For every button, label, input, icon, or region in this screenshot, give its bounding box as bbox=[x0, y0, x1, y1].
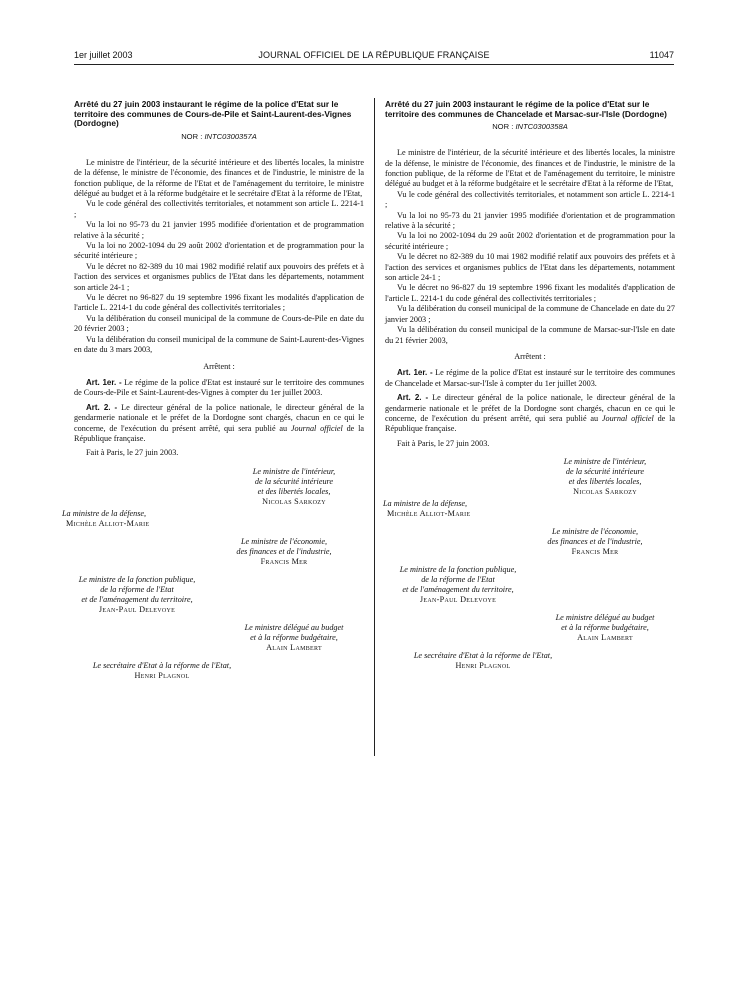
signature-economie: Le ministre de l'économie, des finances et de l'industrie, Francis Mer bbox=[236, 536, 332, 566]
nor-code: INTC0300358A bbox=[515, 122, 568, 132]
left-column bbox=[62, 99, 365, 717]
article-2 bbox=[385, 393, 675, 435]
arretent-heading: Arrêtent : bbox=[203, 361, 235, 371]
decree-title: Arrêté du 27 juin 2003 instaurant le régime de la police d'Etat sur le territoire des communes de Chancelade et Marsac-sur-l'Isle (Dordogne) bbox=[385, 99, 667, 119]
journal-title: JOURNAL OFFICIEL DE LA RÉPUBLIQUE FRANÇAISE bbox=[258, 50, 490, 60]
article-1-text: Le régime de la police d'Etat est instauré sur le territoire des communes de Chancelade et Marsac-sur-l'Isle à compter du 1er juillet 2003. bbox=[385, 368, 676, 388]
visa-paragraph: Vu le décret no 82-389 du 10 mai 1982 modifié relatif aux pouvoirs des préfets et à l'action des services et organismes publics de l'Etat dans les départements, notamment son article 24-1 ; bbox=[385, 252, 675, 283]
article-1 bbox=[385, 368, 675, 389]
visa-paragraph: Vu la délibération du conseil municipal de la commune de Cours-de-Pile en date du 20 février 2003 ; bbox=[74, 313, 364, 334]
signature-defense: La ministre de la défense, Michèle Alliot-Marie bbox=[383, 499, 471, 519]
signature-defense: La ministre de la défense, Michèle Alliot-Marie bbox=[62, 508, 150, 528]
nor-reference bbox=[385, 122, 675, 132]
signature-interieur: Le ministre de l'intérieur, de la sécurité intérieure et des libertés locales, Nicolas Sarkozy bbox=[252, 466, 336, 506]
nor-label: NOR : bbox=[492, 122, 514, 132]
issue-date: 1er juillet 2003 bbox=[74, 50, 133, 60]
visa-paragraph: Vu la loi no 95-73 du 21 janvier 1995 modifiée d'orientation et de programmation relative à la sécurité ; bbox=[385, 210, 675, 231]
visa-paragraph: Vu le code général des collectivités territoriales, et notamment son article L. 2214-1 ; bbox=[74, 199, 364, 219]
page-number: 11047 bbox=[649, 50, 674, 60]
decree-body bbox=[74, 158, 364, 459]
decree-body bbox=[385, 148, 675, 449]
visa-paragraph: Vu la loi no 2002-1094 du 29 août 2002 d'orientation et de programmation pour la sécurité intérieure ; bbox=[74, 241, 364, 261]
visa-paragraph: Vu le décret no 96-827 du 19 septembre 1996 fixant les modalités d'application de l'article L. 2214-1 du code général des collectivités territoriales ; bbox=[74, 293, 364, 313]
journal-officiel-ref: Journal officiel bbox=[601, 413, 654, 423]
signature-block bbox=[62, 466, 364, 717]
visa-paragraph: Vu le code général des collectivités territoriales, et notamment son article L. 2214-1 ; bbox=[385, 189, 675, 210]
decree-title: Arrêté du 27 juin 2003 instaurant le régime de la police d'Etat sur le territoire des communes de Cours-de-Pile et Saint-Laurent-des-Vignes (Dordogne) bbox=[74, 99, 352, 129]
article-2 bbox=[74, 403, 364, 445]
visa-paragraph: Vu la loi no 2002-1094 du 29 août 2002 d'orientation et de programmation pour la sécurité intérieure ; bbox=[385, 231, 675, 251]
done-at: Fait à Paris, le 27 juin 2003. bbox=[397, 438, 490, 448]
signature-interieur: Le ministre de l'intérieur, de la sécurité intérieure et des libertés locales, Nicolas Sarkozy bbox=[563, 457, 647, 497]
article-2-label: Art. 2. - bbox=[397, 393, 429, 403]
visa-paragraph: Vu la délibération du conseil municipal de la commune de Chancelade en date du 27 janvier 2003 ; bbox=[385, 304, 675, 324]
visa-paragraph: Vu le décret no 96-827 du 19 septembre 1996 fixant les modalités d'application de l'article L. 2214-1 du code général des collectivités territoriales ; bbox=[385, 283, 675, 303]
article-1-text: Le régime de la police d'Etat est instauré sur le territoire des communes de Cours-de-Pile et Saint-Laurent-des-Vignes à compter du 1er juillet 2003. bbox=[74, 377, 365, 398]
article-1-label: Art. 1er. - bbox=[397, 368, 433, 378]
signature-fonction-publique: Le ministre de la fonction publique, de la réforme de l'Etat et de l'aménagement du territoire, Jean-Paul Delevoye bbox=[78, 574, 196, 614]
article-1-label: Art. 1er. - bbox=[86, 377, 122, 387]
nor-label: NOR : bbox=[181, 131, 203, 141]
page-header bbox=[74, 50, 674, 64]
article-2-label: Art. 2. - bbox=[86, 402, 118, 412]
article-1 bbox=[74, 378, 364, 399]
journal-officiel-ref: Journal officiel bbox=[290, 423, 343, 433]
signature-secretaire: Le secrétaire d'Etat à la réforme de l'Etat, Henri Plagnol bbox=[413, 651, 553, 671]
right-column bbox=[385, 100, 675, 707]
signature-fonction-publique: Le ministre de la fonction publique, de la réforme de l'Etat et de l'aménagement du territoire, Jean-Paul Delevoye bbox=[399, 565, 517, 605]
signature-secretaire: Le secrétaire d'Etat à la réforme de l'Etat, Henri Plagnol bbox=[92, 660, 232, 680]
visa-paragraph: Vu la loi no 95-73 du 21 janvier 1995 modifiée d'orientation et de programmation relative à la sécurité ; bbox=[74, 220, 364, 240]
article-2-text: Le directeur général de la police nationale, le directeur général de la gendarmerie nationale et le préfet de la Dordogne sont chargés, chacun en ce qui le concerne, de l'exécution du présent arrêté, qui sera publié au bbox=[385, 393, 676, 423]
signature-budget: Le ministre délégué au budget et à la réforme budgétaire, Alain Lambert bbox=[244, 622, 344, 652]
visa-paragraph: Vu la délibération du conseil municipal de la commune de Marsac-sur-l'Isle en date du 21 février 2003, bbox=[385, 325, 675, 345]
article-2-text: Le directeur général de la police nationale, le directeur général de la gendarmerie nationale et le préfet de la Dordogne sont chargés, chacun en ce qui le concerne, de l'exécution du présent arrêté, qui sera publié au bbox=[74, 402, 365, 433]
done-at: Fait à Paris, le 27 juin 2003. bbox=[86, 448, 179, 458]
nor-code: INTC0300357A bbox=[204, 131, 257, 141]
nor-reference bbox=[74, 132, 364, 142]
preamble-paragraph: Le ministre de l'intérieur, de la sécurité intérieure et des libertés locales, la ministre de la défense, le ministre de l'économie, des finances et de l'industrie, le ministre de la fonction publique, de la réforme de l'Etat et de l'aménagement du territoire, le ministre délégué au budget et à la réforme budgétaire et le secrétaire d'Etat à la réforme de l'Etat, bbox=[74, 157, 364, 198]
signature-budget: Le ministre délégué au budget et à la réforme budgétaire, Alain Lambert bbox=[555, 613, 655, 643]
arretent-heading: Arrêtent : bbox=[514, 351, 546, 361]
visa-paragraph: Vu la délibération du conseil municipal de la commune de Saint-Laurent-des-Vignes en date du 3 mars 2003, bbox=[74, 334, 364, 355]
column-divider bbox=[374, 98, 375, 756]
signature-economie: Le ministre de l'économie, des finances et de l'industrie, Francis Mer bbox=[547, 527, 643, 557]
article-2-text-end: de la République française. bbox=[74, 423, 364, 443]
header-rule bbox=[74, 64, 674, 65]
visa-paragraph: Vu le décret no 82-389 du 10 mai 1982 modifié relatif aux pouvoirs des préfets et à l'action des services et organismes publics de l'Etat dans les départements, notamment son article 24-1 ; bbox=[74, 261, 364, 292]
preamble-paragraph: Le ministre de l'intérieur, de la sécurité intérieure et des libertés locales, la ministre de la défense, le ministre de l'économie, des finances et de l'industrie, le ministre de la fonction publique, de la réforme de l'Etat et de l'aménagement du territoire, le ministre délégué au budget et à la réforme budgétaire et le secrétaire d'Etat à la réforme de l'Etat, bbox=[385, 148, 675, 189]
article-2-text-end: de la République française. bbox=[385, 413, 675, 434]
signature-block bbox=[385, 457, 675, 707]
